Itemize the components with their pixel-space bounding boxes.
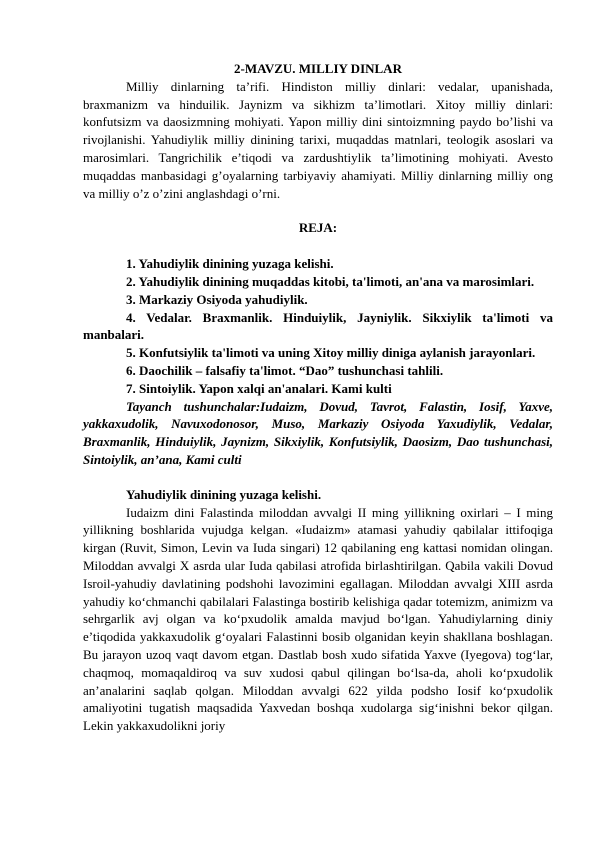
plan-list (83, 255, 553, 397)
document-title: 2-MAVZU. MILLIY DINLAR (234, 61, 402, 76)
section-body: Iudaizm dini Falastinda miloddan avvalgi II ming yillikning oxirlari – I ming yillikning boshlarida vujudga kelgan. «Iudaizm» atamasi yahudiy qabilalar ittifoqiga kirgan (Ruvit, Simon, Levin va Iuda singari) 12 qabilaning eng kattasi nomidan olingan. Miloddan avvalgi X asrda ular Iuda qabilasi atrofida birlashtirilgan. Qabila vakili Dovud Isroil-yahudiy davlatining podshohi lavozimini egallagan. Miloddan avvalgi XIII asrda yahudiy ko‘chmanchi qabilalari Falastinga bostirib kelishiga qadar totemizm, animizm va sehrgarlik avj olgan va ko‘pxudolik amalda mavjud bo‘lgan. Yahudiylarning diniy e’tiqodida yakkaxudolik g‘oyalari Falastinni bosib olganidan keyin shakllana boshlagan. Bu jarayon uzoq vaqt davom etgan. Dastlab bosh xudo sifatida Yaxve (Iyegova) tog‘lar, chaqmoq, momaqaldiroq va suv xudosi qabul qilingan bo‘lsa-da, aholi ko‘pxudolik an’analarini saqlab qolgan. Miloddan avvalgi 622 yilda podsho Iosif ko‘pxudolik amaliyotini tugatish maqsadida Yaxvedan boshqa xudolarga sig‘inishni bekor qilgan. Lekin yakkaxudolikni joriy (83, 504, 553, 734)
plan-item: 5. Konfutsiylik ta'limoti va uning Xitoy milliy diniga aylanish jarayonlari. (126, 345, 536, 361)
plan-item: 6. Daochilik – falsafiy ta'limot. “Dao” tushunchasi tahlili. (126, 362, 444, 378)
plan-item: 1. Yahudiylik dinining yuzaga kelishi. (126, 256, 334, 272)
section-heading: Yahudiylik dinining yuzaga kelishi. (126, 486, 322, 502)
plan-heading: REJA: (298, 220, 338, 236)
plan-item: 7. Sintoiylik. Yapon xalqi an'analari. Kami kulti (126, 380, 392, 396)
plan-item: 2. Yahudiylik dinining muqaddas kitobi, ta'limoti, an'ana va marosimlari. (126, 273, 535, 289)
keywords-paragraph: Tayanch tushunchalar:Iudaizm, Dovud, Tavrot, Falastin, Iosif, Yaxve, yakkaxudolik, Navuxodonosor, Muso, Markaziy Osiyoda Yaxudiylik, Vedalar, Braxmanlik, Hinduiylik, Jaynizm, Sikxiylik, Konfutsiylik, Daosizm, Dao tushunchasi, Sintoiylik, an’ana, Kami culti (83, 398, 553, 467)
document-page (83, 60, 553, 735)
plan-item: 3. Markaziy Osiyoda yahudiylik. (126, 291, 308, 307)
intro-paragraph: Milliy dinlarning ta’rifi. Hindiston milliy dinlari: vedalar, upanishada, braxmanizm va hinduilik. Jaynizm va sikhizm ta’limotlari. Xitoy milliy dinlari: konfutsizm va daosizmning mohiyati. Yapon milliy dini sintoizmning paydo bo’lishi va rivojlanishi. Yahudiylik milliy dinining tarixi, muqaddas matnlari, teologik asoslari va marosimlari. Tangrichilik e’tiqodi va zardushtiylik ta’limotining mohiyati. Avesto muqaddas manbasidagi g’oyalarning tarbiyaviy ahamiyati. Milliy dinlarning milliy ong va milliy o’z o’zini anglashdagi o’rni. (83, 78, 553, 201)
spacer (83, 469, 553, 486)
plan-item: 4. Vedalar. Braxmanlik. Hinduiylik, Jayniylik. Sikxiylik ta'limoti va manbalari. (83, 309, 553, 343)
